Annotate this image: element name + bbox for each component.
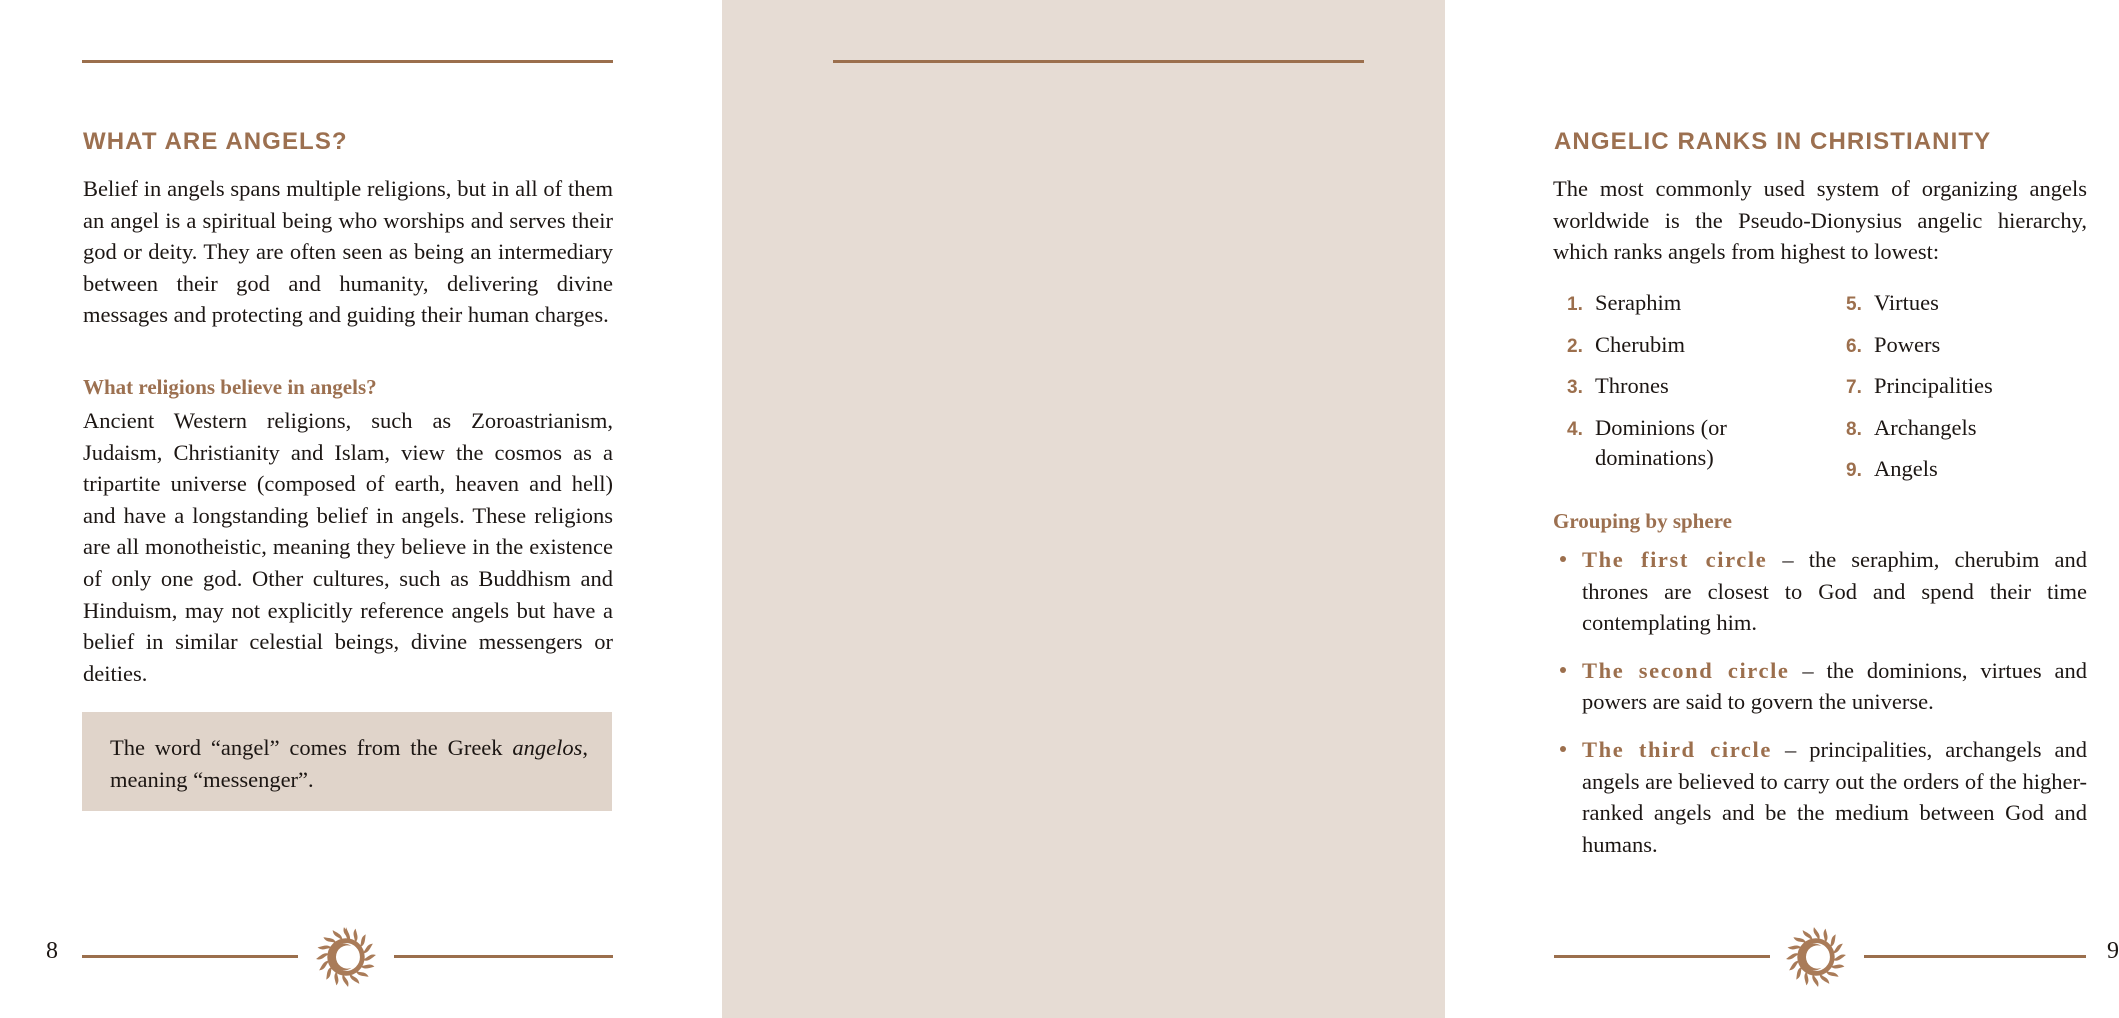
rank-label: Powers [1874, 331, 1941, 357]
rank-label: Dominions (or dominations) [1595, 414, 1727, 470]
callout-italic-word: angelos [512, 735, 583, 760]
rank-label: Principalities [1874, 373, 1993, 398]
bullet-label: The third circle [1582, 736, 1772, 762]
list-item [1567, 288, 1817, 318]
top-rule-right [833, 60, 1364, 63]
right-page [722, 0, 2119, 1018]
rank-label: Thrones [1595, 373, 1669, 398]
list-item [1846, 330, 2096, 360]
rank-number: 5. [1846, 294, 1862, 315]
bullet-text: – the seraphim, cherubim and thrones are closest to God and spend their time contemplating him. [1582, 547, 2087, 636]
rank-number: 4. [1567, 418, 1583, 440]
intro-paragraph: Belief in angels spans multiple religions, but in all of them an angel is a spiritual being who worships and serves their god or deity. They are often seen as being an intermediary between their god and humanity, delivering divine messages and protecting and guiding their human charges. [83, 176, 613, 328]
list-item [1567, 330, 1817, 360]
bullet-dot-icon [1560, 746, 1566, 752]
footer-rule-right-b [1864, 955, 2086, 958]
page-number-left: 8 [46, 938, 58, 964]
rank-list-column-1 [1567, 288, 1817, 484]
bullet-label: The first circle [1582, 547, 1768, 572]
callout-text-after: , meaning “messenger”. [110, 735, 588, 792]
sun-ornament [1782, 923, 1850, 991]
rank-list-column-2 [1846, 288, 2096, 496]
rank-number: 3. [1567, 377, 1583, 398]
list-item [1553, 544, 2087, 639]
callout-text-before: The word “angel” comes from the Greek [110, 735, 513, 760]
page-title-what-are-angels: WHAT ARE ANGELS? [83, 128, 348, 155]
religions-paragraph: Ancient Western religions, such as Zoroastrianism, Judaism, Christianity and Islam, view the cosmos as a tripartite universe (composed of earth, heaven and hell) and have a longstanding belief in angels. These religions are all monotheistic, meaning they believe in the existence of only one god. Other cultures, such as Buddhism and Hinduism, may not explicitly reference angels but have a belief in similar celestial beings, divine messengers or deities. [83, 408, 613, 686]
list-item [1846, 288, 2096, 318]
rank-number: 2. [1567, 335, 1583, 357]
sub-heading-grouping-by-sphere: Grouping by sphere [1553, 509, 1732, 533]
bullet-dot-icon [1560, 556, 1566, 562]
rank-number: 9. [1846, 460, 1862, 481]
page-title-angelic-ranks: ANGELIC RANKS IN CHRISTIANITY [1554, 128, 1992, 155]
rank-label: Seraphim [1595, 290, 1682, 315]
top-rule-left [82, 60, 613, 63]
list-item [1567, 371, 1817, 401]
left-page [0, 0, 722, 1018]
rank-label: Cherubim [1595, 331, 1685, 357]
list-item [1553, 655, 2087, 718]
rank-number: 1. [1567, 294, 1583, 315]
list-item [1553, 734, 2087, 860]
page-number-right: 9 [2107, 938, 2119, 964]
bullet-dot-icon [1560, 667, 1566, 673]
bullet-text: – the dominions, virtues and powers are said to govern the universe. [1582, 657, 2087, 715]
sphere-bullet-list [1553, 544, 2087, 876]
callout-text [110, 732, 588, 795]
list-item [1846, 371, 2096, 401]
sub-heading-what-religions: What religions believe in angels? [83, 375, 377, 399]
sun-ornament [312, 923, 380, 991]
rank-label: Archangels [1874, 414, 1977, 440]
rank-label: Angels [1874, 456, 1938, 481]
list-item [1846, 413, 2096, 443]
bullet-text: – principalities, archangels and angels are believed to carry out the orders of the higher-ranked angels and be the medium between God and humans. [1582, 736, 2087, 857]
footer-rule-left-b [394, 955, 613, 958]
footer-rule-right-a [1554, 955, 1770, 958]
bullet-label: The second circle [1582, 657, 1790, 683]
rank-label: Virtues [1874, 290, 1939, 315]
list-item [1567, 413, 1817, 473]
footer-rule-left-a [82, 955, 298, 958]
rank-number: 6. [1846, 335, 1862, 357]
ranks-intro-paragraph: The most commonly used system of organizing angels worldwide is the Pseudo-Dionysius angelic hierarchy, which ranks angels from highest to lowest: [1553, 176, 2087, 265]
list-item [1846, 454, 2096, 484]
rank-number: 7. [1846, 377, 1862, 398]
callout-box [82, 712, 612, 811]
rank-number: 8. [1846, 418, 1862, 440]
